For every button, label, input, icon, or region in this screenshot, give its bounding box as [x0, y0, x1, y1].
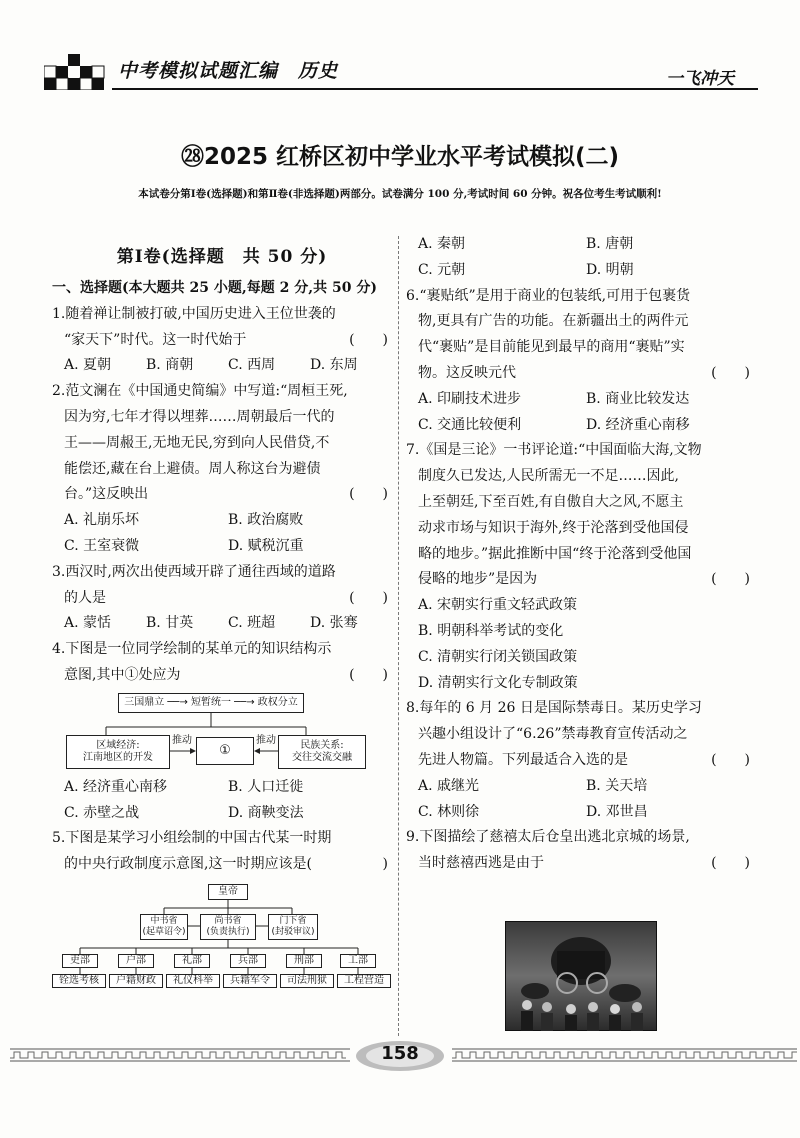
question-text: 意图,其中①处应为 ( ): [52, 663, 392, 689]
diagram-arrow-label-right: 推动: [256, 734, 276, 746]
footer-pattern-left: [10, 1048, 350, 1062]
option-c: C. 元朝: [418, 261, 466, 278]
question-5: [52, 826, 392, 1000]
question-text: 下图是某学习小组绘制的中国古代某一时期: [65, 830, 332, 847]
question-7: [406, 438, 754, 696]
question-text: 兴趣小组设计了“6.26”禁毒教育宣传活动之: [418, 726, 688, 743]
options: [52, 611, 392, 637]
question-text: 西汉时,两次出使西域开辟了通往西域的道路: [65, 563, 336, 580]
option-c: C. 林则徐: [418, 803, 480, 820]
question-text: 《国是三论》一书评论道:“中国面临大海,文物: [419, 442, 702, 459]
diagram-right-box: 民族关系: 交往交流交融: [278, 735, 366, 769]
question-number: 8.: [406, 700, 420, 717]
question-9: [406, 825, 754, 877]
question-text: 能偿还,藏在台上避债。周人称这台为避债: [64, 460, 321, 477]
diagram-blank-box: ①: [196, 737, 254, 765]
question-text: 略的地步。”据此推断中国“终于沦落到受他国: [418, 545, 692, 562]
question-text: 当时慈禧西逃是由于 ( ): [406, 851, 754, 877]
question-8: [406, 696, 754, 825]
question-text: 物,更具有广告的功能。在新疆出土的两件元: [418, 313, 689, 330]
exam-instructions: 本试卷分第Ⅰ卷(选择题)和第Ⅱ卷(非选择题)两部分。试卷满分 100 分,考试时间 60 分钟。祝各位考生考试顺利!: [138, 188, 662, 200]
answer-paren: ( ): [349, 486, 388, 503]
question-text: 物。这反映元代 ( ): [406, 361, 754, 387]
option-b: B. 商业比较发达: [586, 390, 690, 407]
option-a: A. 印刷技术进步: [418, 390, 522, 407]
option-d: D. 清朝实行文化专制政策: [418, 674, 578, 691]
ministry-duty-box: 铨选考核: [52, 974, 106, 988]
option-a: A. 戚继光: [418, 777, 480, 794]
ministry-box: 礼部: [174, 954, 210, 968]
option-c: C. 班超: [228, 615, 276, 632]
option-c: C. 王室衰微: [64, 537, 140, 554]
options: [52, 508, 392, 560]
question-number: 4.: [52, 641, 66, 658]
option-b: B. 政治腐败: [228, 512, 304, 529]
option-b: B. 人口迁徙: [228, 778, 304, 795]
option-a: A. 礼崩乐坏: [64, 512, 140, 529]
question-text: 每年的 6 月 26 日是国际禁毒日。某历史学习: [419, 700, 702, 717]
zhongshu-box: 中书省 (起草诏令): [140, 914, 188, 940]
question-text: 侵略的地步”是因为 ( ): [406, 567, 754, 593]
option-c: C. 西周: [228, 357, 276, 374]
question-text: 的中央行政制度示意图,这一时期应该是( ): [52, 852, 392, 878]
question-text: “裹贴纸”是用于商业的包装纸,可用于包裹货: [419, 287, 691, 304]
footer-pattern-right: [452, 1048, 797, 1062]
question-number: 7.: [406, 442, 420, 459]
central-administration-diagram: [52, 882, 392, 1000]
question-3: [52, 560, 392, 637]
question-text: 随着禅让制被打破,中国历史进入王位世袭的: [65, 305, 336, 322]
answer-paren: ( ): [711, 364, 750, 381]
ministry-duty-box: 兵籍军令: [223, 974, 277, 988]
question-text: “家天下”时代。这一时代始于 ( ): [52, 328, 392, 354]
series-title: 中考模拟试题汇编 历史: [118, 60, 339, 82]
option-b: B. 明朝科举考试的变化: [418, 622, 564, 639]
question-text: 王——周赧王,无地无民,穷到向人民借贷,不: [64, 434, 330, 451]
question-number: 9.: [406, 829, 420, 846]
answer-paren: ( ): [711, 751, 750, 768]
question-text: 下图描绘了慈禧太后仓皇出逃北京城的场景,: [419, 829, 690, 846]
option-a: A. 蒙恬: [64, 615, 112, 632]
page-number: 158: [381, 1043, 419, 1064]
option-b: B. 关天培: [586, 777, 648, 794]
ministry-box: 工部: [340, 954, 376, 968]
ministry-box: 吏部: [62, 954, 98, 968]
diagram-top-box: 三国鼎立 ──→ 短暂统一 ──→ 政权分立: [118, 693, 304, 713]
question-text: 先进人物篇。下列最适合入选的是 ( ): [406, 748, 754, 774]
question-text: 动求市场与知识于海外,终于沦落到受他国侵: [418, 519, 689, 536]
option-a: A. 秦朝: [418, 236, 466, 252]
diagram-left-box: 区域经济: 江南地区的开发: [66, 735, 170, 769]
exam-title: ㉘2025 红桥区初中学业水平考试模拟(二): [180, 144, 620, 170]
question-text: 台。”这反映出 ( ): [52, 482, 392, 508]
option-d: D. 商鞅变法: [228, 804, 304, 821]
options: [406, 387, 754, 439]
question-number: 6.: [406, 287, 420, 304]
right-column: [406, 232, 754, 877]
option-b: B. 甘英: [146, 615, 194, 632]
cixi-flight-illustration: [505, 921, 657, 1031]
section-heading: 一、选择题(本大题共 25 小题,每题 2 分,共 50 分): [52, 280, 377, 296]
answer-paren: ( ): [711, 855, 750, 872]
question-number: 1.: [52, 305, 66, 322]
knowledge-structure-diagram: [66, 691, 366, 775]
question-text: 上至朝廷,下至百姓,有自傲自大之风,不愿主: [418, 493, 684, 510]
option-d: D. 邓世昌: [586, 803, 648, 820]
option-a: A. 夏朝: [64, 357, 112, 374]
menxia-box: 门下省 (封驳审议): [268, 914, 318, 940]
answer-paren: ( ): [349, 666, 388, 683]
option-a: A. 经济重心南移: [64, 778, 168, 795]
option-b: B. 唐朝: [586, 236, 634, 252]
question-text: 制度久已发达,人民所需无一不足……因此,: [418, 468, 679, 485]
question-text: 的人是 ( ): [52, 586, 392, 612]
question-2: [52, 379, 392, 560]
question-number: 5.: [52, 830, 66, 847]
column-divider: [398, 236, 399, 1036]
question-text: 下图是一位同学绘制的某单元的知识结构示: [65, 641, 332, 658]
ministry-duty-box: 司法刑狱: [280, 974, 334, 988]
question-number: 2.: [52, 383, 66, 400]
option-b: B. 商朝: [146, 357, 194, 374]
question-4: [52, 637, 392, 826]
option-d: D. 明朝: [586, 261, 634, 278]
question-text: 因为穷,七年才得以埋葬……周朝最后一代的: [64, 408, 335, 425]
option-c: C. 赤壁之战: [64, 804, 140, 821]
diagram-arrow-label-left: 推动: [172, 734, 192, 746]
answer-paren: ( ): [349, 331, 388, 348]
option-d: D. 赋税沉重: [228, 537, 304, 554]
ministry-duty-box: 礼仪科举: [166, 974, 220, 988]
option-c: C. 清朝实行闭关锁国政策: [418, 648, 578, 665]
ministry-duty-box: 工程营造: [337, 974, 391, 988]
options: [52, 353, 392, 379]
header-checker-decoration: [44, 54, 110, 90]
question-1: [52, 302, 392, 379]
option-a: A. 宋朝实行重文轻武政策: [418, 597, 578, 614]
answer-paren: ): [382, 856, 388, 873]
section-title: 第Ⅰ卷(选择题 共 50 分): [116, 247, 328, 267]
ministry-box: 刑部: [286, 954, 322, 968]
option-c: C. 交通比较便利: [418, 416, 522, 433]
options: [52, 775, 392, 827]
brand-logo-text: 一飞冲天: [666, 69, 734, 89]
ministry-box: 兵部: [230, 954, 266, 968]
header-rule: [112, 88, 758, 90]
option-d: D. 张骞: [310, 615, 358, 632]
q5-options: [406, 232, 754, 284]
left-column: [52, 242, 392, 1000]
answer-paren: ( ): [349, 589, 388, 606]
emperor-box: 皇帝: [208, 884, 248, 900]
ministry-duty-box: 户籍财政: [109, 974, 163, 988]
option-d: D. 东周: [310, 357, 358, 374]
options: [406, 774, 754, 826]
question-text: 范文澜在《中国通史简编》中写道:“周桓王死,: [65, 383, 348, 400]
option-d: D. 经济重心南移: [586, 416, 690, 433]
question-number: 3.: [52, 563, 66, 580]
shangshu-box: 尚书省 (负责执行): [200, 914, 256, 940]
question-text: 代“裹贴”是目前能见到最早的商用“裹贴”实: [418, 339, 685, 356]
ministry-box: 户部: [118, 954, 154, 968]
answer-paren: ( ): [711, 571, 750, 588]
question-6: [406, 284, 754, 439]
